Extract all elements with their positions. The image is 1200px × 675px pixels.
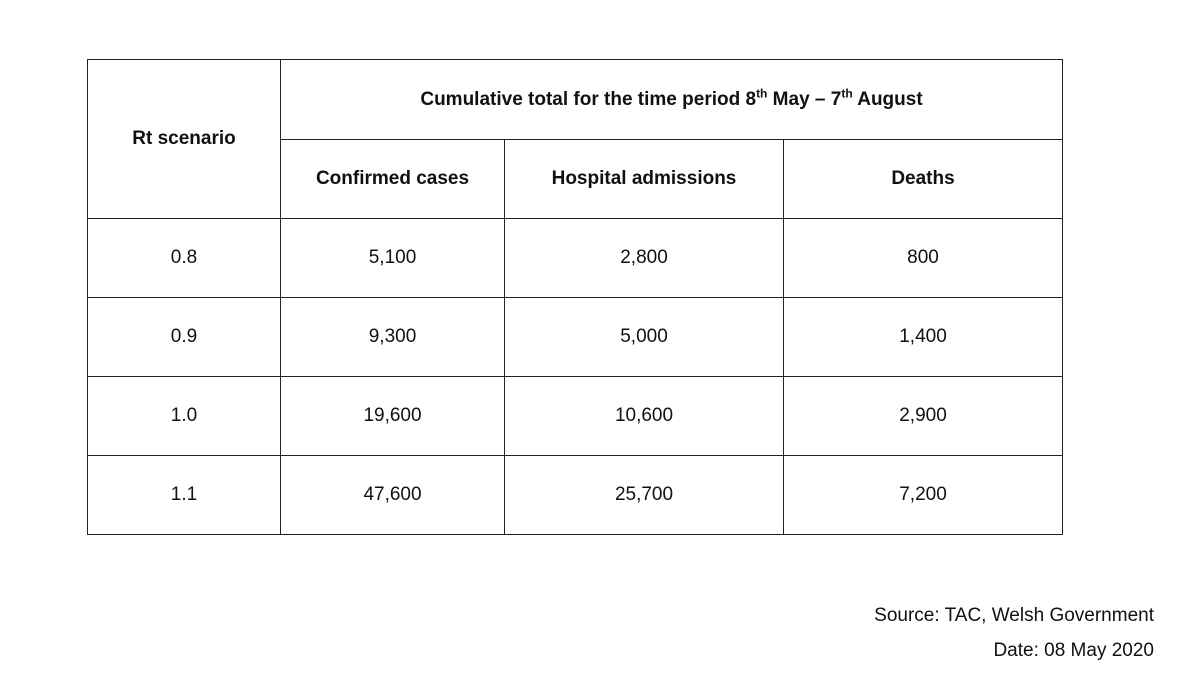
- table-row: [88, 456, 1063, 535]
- confirmed-cell: 5,100: [281, 219, 505, 298]
- table-row: [88, 377, 1063, 456]
- rt-cell: 1.0: [88, 377, 281, 456]
- rt-cell: 1.1: [88, 456, 281, 535]
- hospital-admissions-header: Hospital admissions: [505, 140, 784, 219]
- rt-cell: 0.8: [88, 219, 281, 298]
- period-header-sup-2: th: [841, 86, 853, 101]
- confirmed-cell: 9,300: [281, 298, 505, 377]
- hospital-cell: 2,800: [505, 219, 784, 298]
- period-header-sup-1: th: [756, 86, 768, 101]
- period-header-prefix: Cumulative total for the time period 8: [420, 88, 757, 110]
- period-header: [281, 60, 1063, 140]
- period-header-middle: May – 7: [767, 88, 842, 110]
- deaths-cell: 2,900: [784, 377, 1063, 456]
- rt-cell: 0.9: [88, 298, 281, 377]
- deaths-header: Deaths: [784, 140, 1063, 219]
- deaths-cell: 1,400: [784, 298, 1063, 377]
- confirmed-cases-header: Confirmed cases: [281, 140, 505, 219]
- rt-scenario-header: Rt scenario: [88, 60, 281, 219]
- deaths-cell: 800: [784, 219, 1063, 298]
- table-header-row: [88, 60, 1063, 140]
- period-header-suffix: August: [852, 88, 923, 110]
- date-note: Date: 08 May 2020: [993, 640, 1154, 661]
- source-note: Source: TAC, Welsh Government: [874, 605, 1154, 626]
- confirmed-cell: 47,600: [281, 456, 505, 535]
- table-row: [88, 298, 1063, 377]
- hospital-cell: 25,700: [505, 456, 784, 535]
- confirmed-cell: 19,600: [281, 377, 505, 456]
- hospital-cell: 5,000: [505, 298, 784, 377]
- hospital-cell: 10,600: [505, 377, 784, 456]
- deaths-cell: 7,200: [784, 456, 1063, 535]
- projections-table: [87, 59, 1063, 535]
- table-row: [88, 219, 1063, 298]
